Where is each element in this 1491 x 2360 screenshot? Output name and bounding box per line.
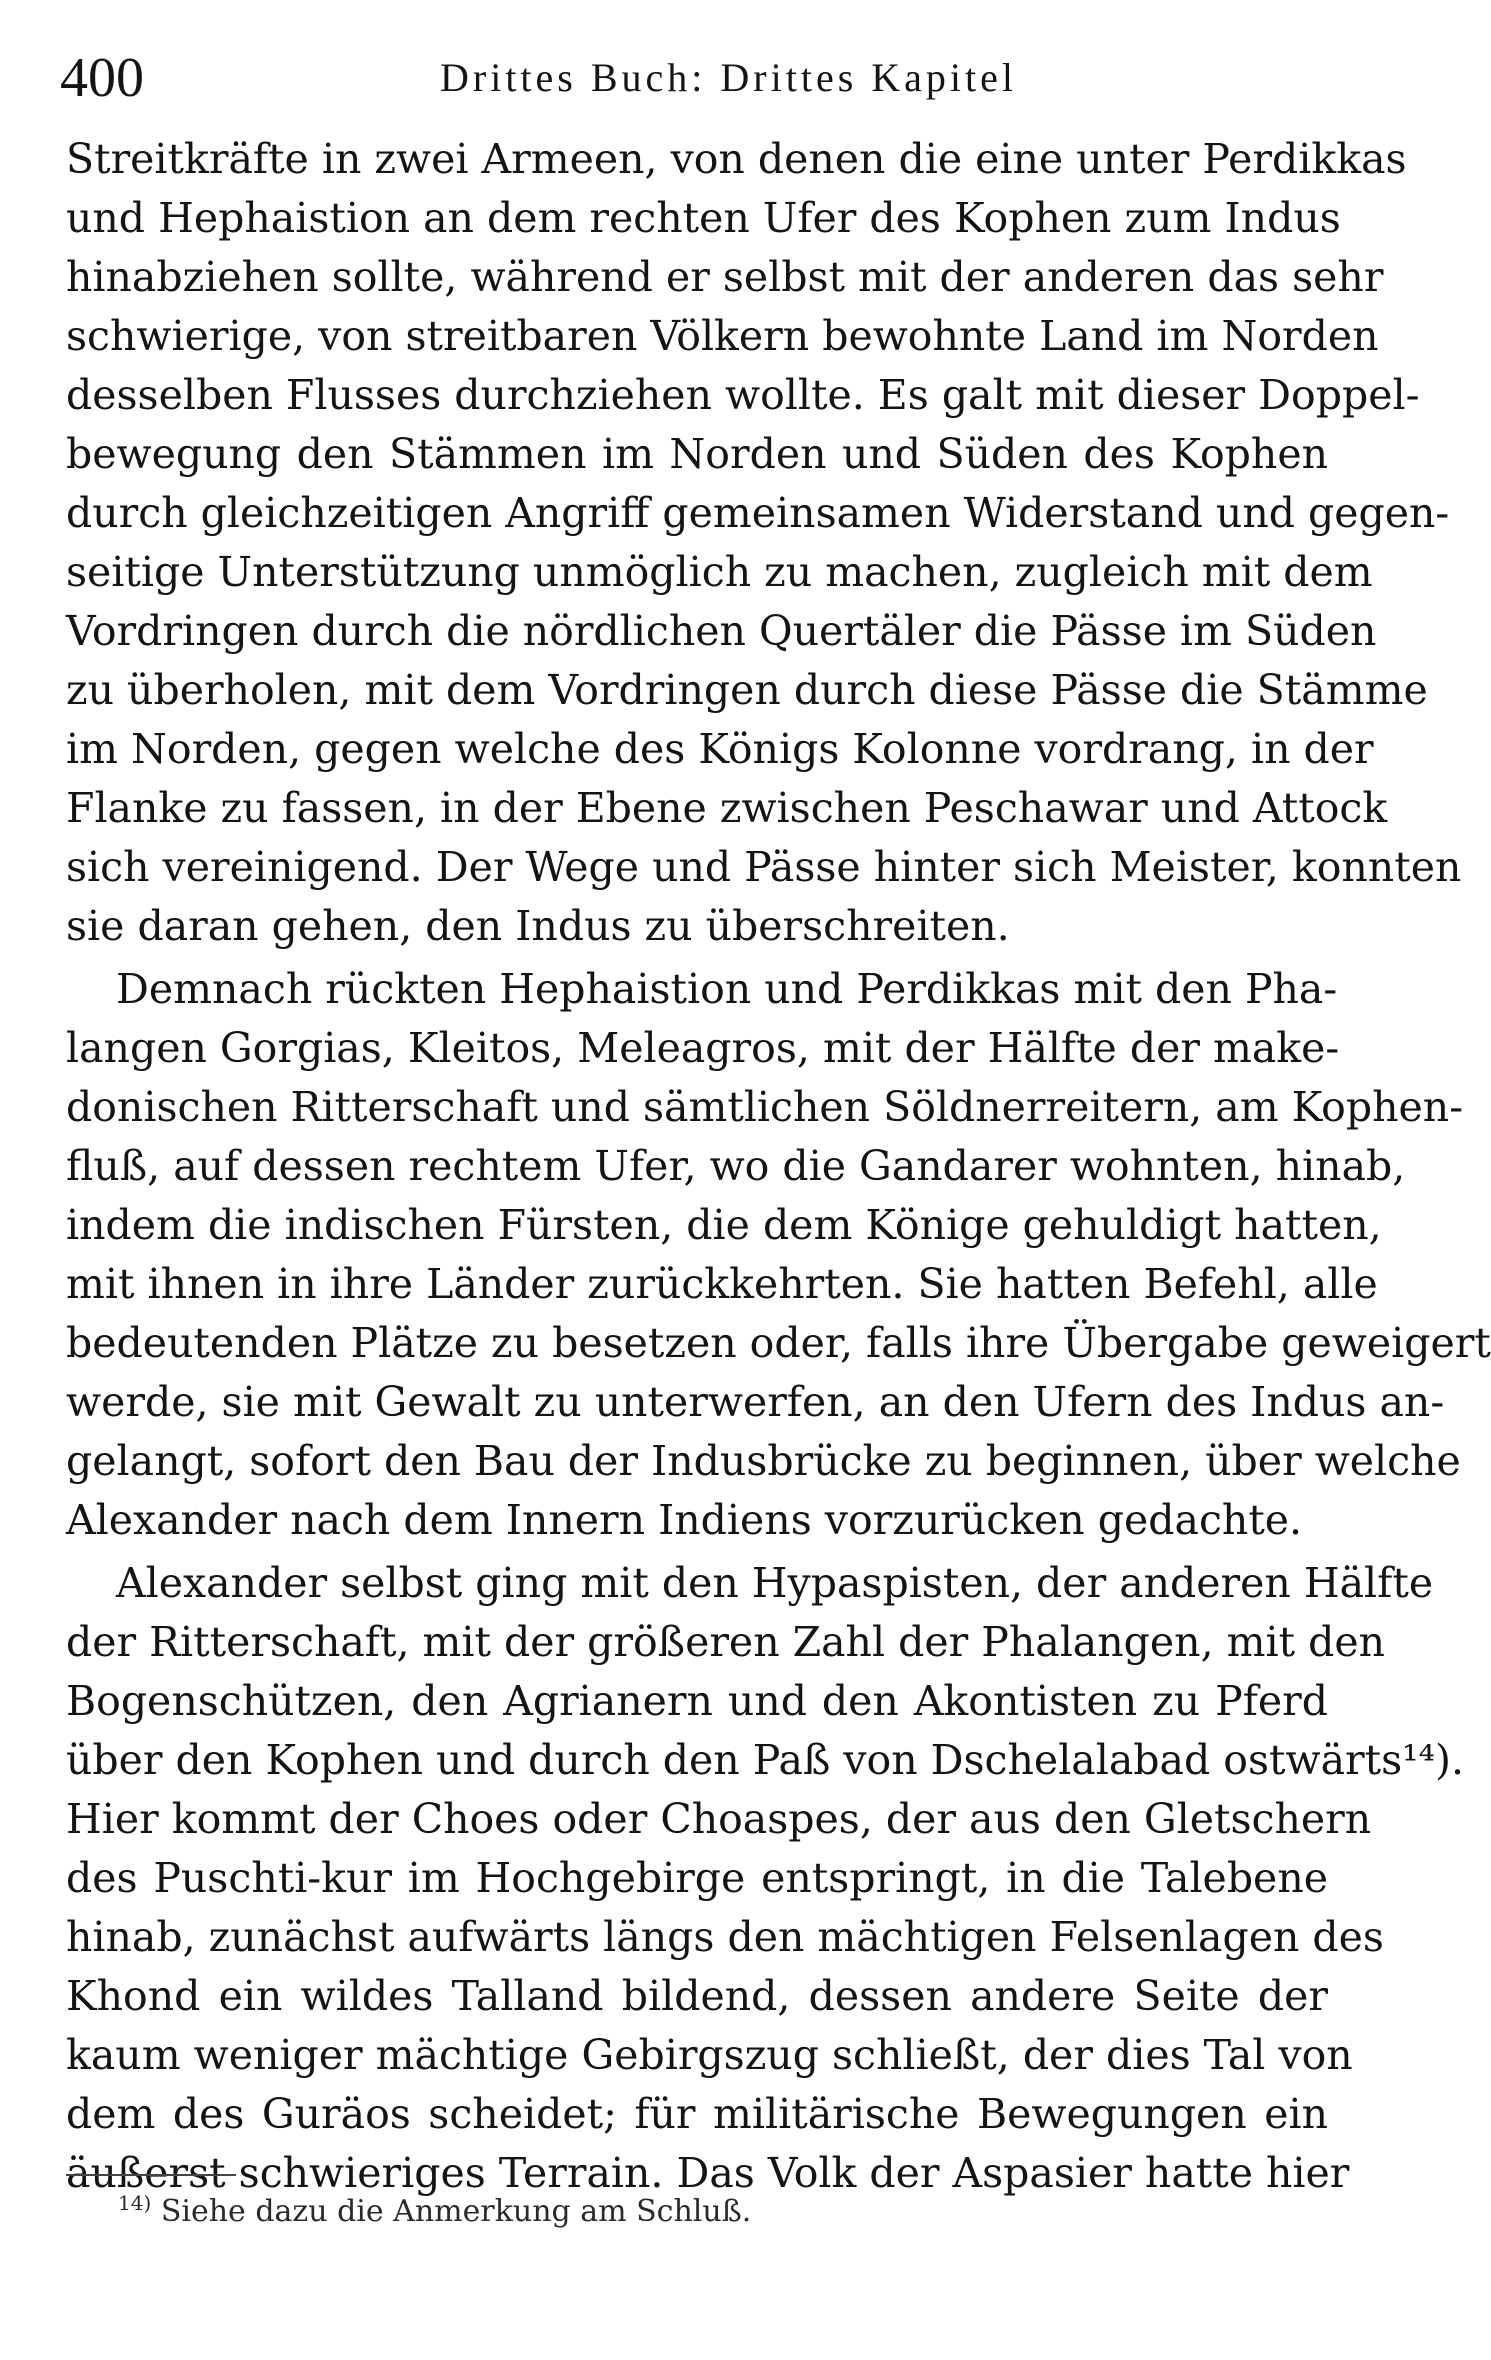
text-line: Bogenschützen, den Agrianern und den Akontisten zu Pferd	[66, 1677, 1328, 1725]
text-line: bewegung den Stämmen im Norden und Süden des Kophen	[66, 430, 1328, 478]
text-line: durch gleichzeitigen Angriff gemeinsamen Widerstand und gegen-	[66, 489, 1450, 537]
text-line: über den Kophen und durch den Paß von Dschelalabad ostwärts¹⁴).	[66, 1736, 1465, 1784]
text-line: gelangt, sofort den Bau der Indusbrücke zu beginnen, über welche	[66, 1437, 1461, 1485]
text-line: bedeutenden Plätze zu besetzen oder, falls ihre Übergabe geweigert	[66, 1319, 1491, 1367]
text-line: äußerst schwieriges Terrain. Das Volk der Aspasier hatte hier	[66, 2149, 1350, 2197]
text-line: sie daran gehen, den Indus zu überschreiten.	[66, 902, 1010, 950]
body-text	[66, 130, 1491, 2203]
footnote-marker: 14)	[118, 2191, 152, 2215]
text-line: Hier kommt der Choes oder Choaspes, der aus den Gletschern	[66, 1795, 1372, 1843]
text-line: Streitkräfte in zwei Armeen, von denen die eine unter Perdikkas	[66, 135, 1407, 183]
text-line: langen Gorgias, Kleitos, Meleagros, mit der Hälfte der make-	[66, 1024, 1340, 1072]
running-head: Drittes Buch: Drittes Kapitel	[440, 55, 1018, 100]
text-line: Alexander selbst ging mit den Hypaspisten, der anderen Hälfte	[116, 1559, 1434, 1607]
text-line: Flanke zu fassen, in der Ebene zwischen Peschawar und Attock	[66, 784, 1388, 832]
text-line: dem des Guräos scheidet; für militärische Bewegungen ein	[66, 2090, 1328, 2138]
text-line: des Puschti-kur im Hochgebirge entspringt, in die Talebene	[66, 1854, 1328, 1902]
text-line: desselben Flusses durchziehen wollte. Es galt mit dieser Doppel-	[66, 371, 1420, 419]
text-line: sich vereinigend. Der Wege und Pässe hinter sich Meister, konnten	[66, 843, 1462, 891]
page-header	[60, 38, 1319, 118]
footnote	[118, 2180, 751, 2235]
text-line: indem die indischen Fürsten, die dem Könige gehuldigt hatten,	[66, 1201, 1382, 1249]
text-line: und Hephaistion an dem rechten Ufer des Kophen zum Indus	[66, 194, 1341, 242]
text-line: im Norden, gegen welche des Königs Kolonne vordrang, in der	[66, 725, 1374, 773]
text-line: hinabziehen sollte, während er selbst mit der anderen das sehr	[66, 253, 1384, 301]
footnote-text: Siehe dazu die Anmerkung am Schluß.	[160, 2194, 752, 2229]
text-line: Alexander nach dem Innern Indiens vorzurücken gedachte.	[66, 1496, 1303, 1544]
text-line: schwierige, von streitbaren Völkern bewohnte Land im Norden	[66, 312, 1379, 360]
text-line: Khond ein wildes Talland bildend, dessen andere Seite der	[66, 1972, 1328, 2020]
text-line: mit ihnen in ihre Länder zurückkehrten. Sie hatten Befehl, alle	[66, 1260, 1378, 1308]
page-number: 400	[60, 47, 144, 109]
footnote-rule	[66, 2174, 236, 2176]
text-line: zu überholen, mit dem Vordringen durch diese Pässe die Stämme	[66, 666, 1428, 714]
paragraph	[66, 960, 1491, 1550]
text-line: hinab, zunächst aufwärts längs den mächtigen Felsenlagen des	[66, 1913, 1384, 1961]
text-line: Demnach rückten Hephaistion und Perdikkas mit den Pha-	[116, 965, 1338, 1013]
text-line: donischen Ritterschaft und sämtlichen Söldnerreitern, am Kophen-	[66, 1083, 1464, 1131]
text-line: werde, sie mit Gewalt zu unterwerfen, an den Ufern des Indus an-	[66, 1378, 1445, 1426]
text-line: der Ritterschaft, mit der größeren Zahl der Phalangen, mit den	[66, 1618, 1386, 1666]
paragraph	[66, 1554, 1465, 2203]
text-line: Vordringen durch die nördlichen Quertäler die Pässe im Süden	[66, 607, 1377, 655]
text-line: seitige Unterstützung unmöglich zu machen, zugleich mit dem	[66, 548, 1373, 596]
text-line: fluß, auf dessen rechtem Ufer, wo die Gandarer wohnten, hinab,	[66, 1142, 1406, 1190]
text-line: kaum weniger mächtige Gebirgszug schließt, der dies Tal von	[66, 2031, 1353, 2079]
paragraph	[66, 130, 1462, 956]
